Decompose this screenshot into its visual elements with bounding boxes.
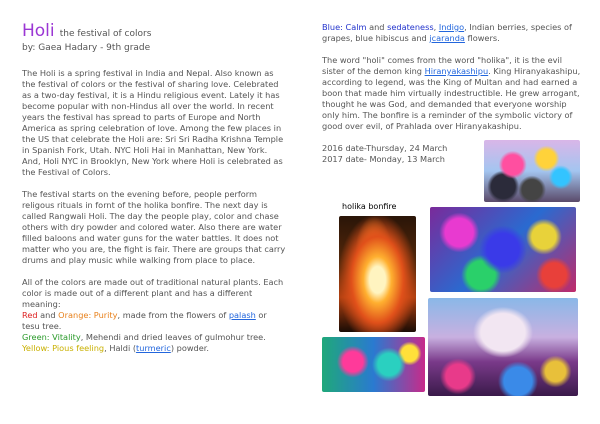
- date-2016: 2016 date-Thursday, 24 March: [322, 143, 448, 153]
- colored-faces-photo: [322, 337, 425, 392]
- color-green: Green: Vitality, Mehendi and dried leaves of gulmohur tree.: [22, 332, 266, 342]
- color-orange: Orange: [58, 310, 89, 320]
- color-red-orange: Red and Orange: Purity, made from the flowers of palash or tesu tree.: [22, 310, 267, 331]
- title-main: Holi: [22, 21, 55, 41]
- left-column: [22, 22, 286, 354]
- date-2017: 2017 date- Monday, 13 March: [322, 154, 445, 164]
- paragraph-festival: The festival starts on the evening before, people perform religous rituals in fornt of the holika bonfire. The next day is called Rangwali Holi. The day the people play, color and chase others with dry powder and colored water. Also there are water filled baloons and water guns for the water battles. It does not matter who you are, the fight is fair. There are groups that carry drums and play music while walking from place to place.: [22, 189, 286, 265]
- turmeric-link[interactable]: turmeric: [136, 343, 171, 353]
- paragraph-colors: All of the colors are made out of traditional natural plants. Each color is made out of a different plant and has a different meaning:: [22, 277, 284, 309]
- color-blue: Blue: Calm and sedateness, Indigo, Indian berries, species of grapes, blue hibiscus and jcaranda flowers.: [322, 22, 572, 43]
- bonfire-caption: holika bonfire: [342, 202, 397, 211]
- crowd-colors-photo: [484, 140, 580, 202]
- jacaranda-link[interactable]: jcaranda: [429, 33, 465, 43]
- color-yellow: Yellow: Pious feeling, Haldi (turmeric) powder.: [22, 343, 209, 353]
- title-sub: the festival of colors: [59, 29, 152, 39]
- page-title: [22, 22, 286, 43]
- indigo-link[interactable]: Indigo: [438, 22, 465, 32]
- hiranyakashipu-link[interactable]: Hiranyakashipu: [424, 66, 489, 76]
- color-red: Red: [22, 310, 38, 320]
- temple-crowd-photo: [428, 298, 578, 396]
- palash-link[interactable]: palash: [228, 310, 256, 320]
- colored-people-photo: [430, 207, 576, 292]
- byline: by: Gaea Hadary - 9th grade: [22, 43, 151, 53]
- bonfire-photo: [339, 216, 416, 332]
- paragraph-legend: The word "holi" comes from the word "holika", it is the evil sister of the demon king Hiranyakashipu. King Hiranyakashipu, according to legend, was the King of Multan and had earned a boon that made him virtually indestructible. He grew arrogant, thought he was God, and demanded that everyone worship only him. The bonfire is a reminder of the symbolic victory of good over evil, of Prahlada over Hiranyakashipu.: [322, 55, 581, 131]
- paragraph-intro: The Holi is a spring festival in India and Nepal. Also known as the festival of colors or the festival of sharing love. Celebrated as a two-day festival, it is a Hindu religious event. Lately it has become popular with non-Hindus all over the world. In recent years the festival has spread to parts of Europe and North America as spring celebration of love. Among the few places in the US that celebrate the Holi are: Sri Sri Radha Krishna Temple in Spanish Fork, Utah. NYC Holi Hai in Manhattan, New York. And, Holi NYC in Brooklyn, New York where Holi is celebrated as the Festival of Colors.: [22, 68, 284, 177]
